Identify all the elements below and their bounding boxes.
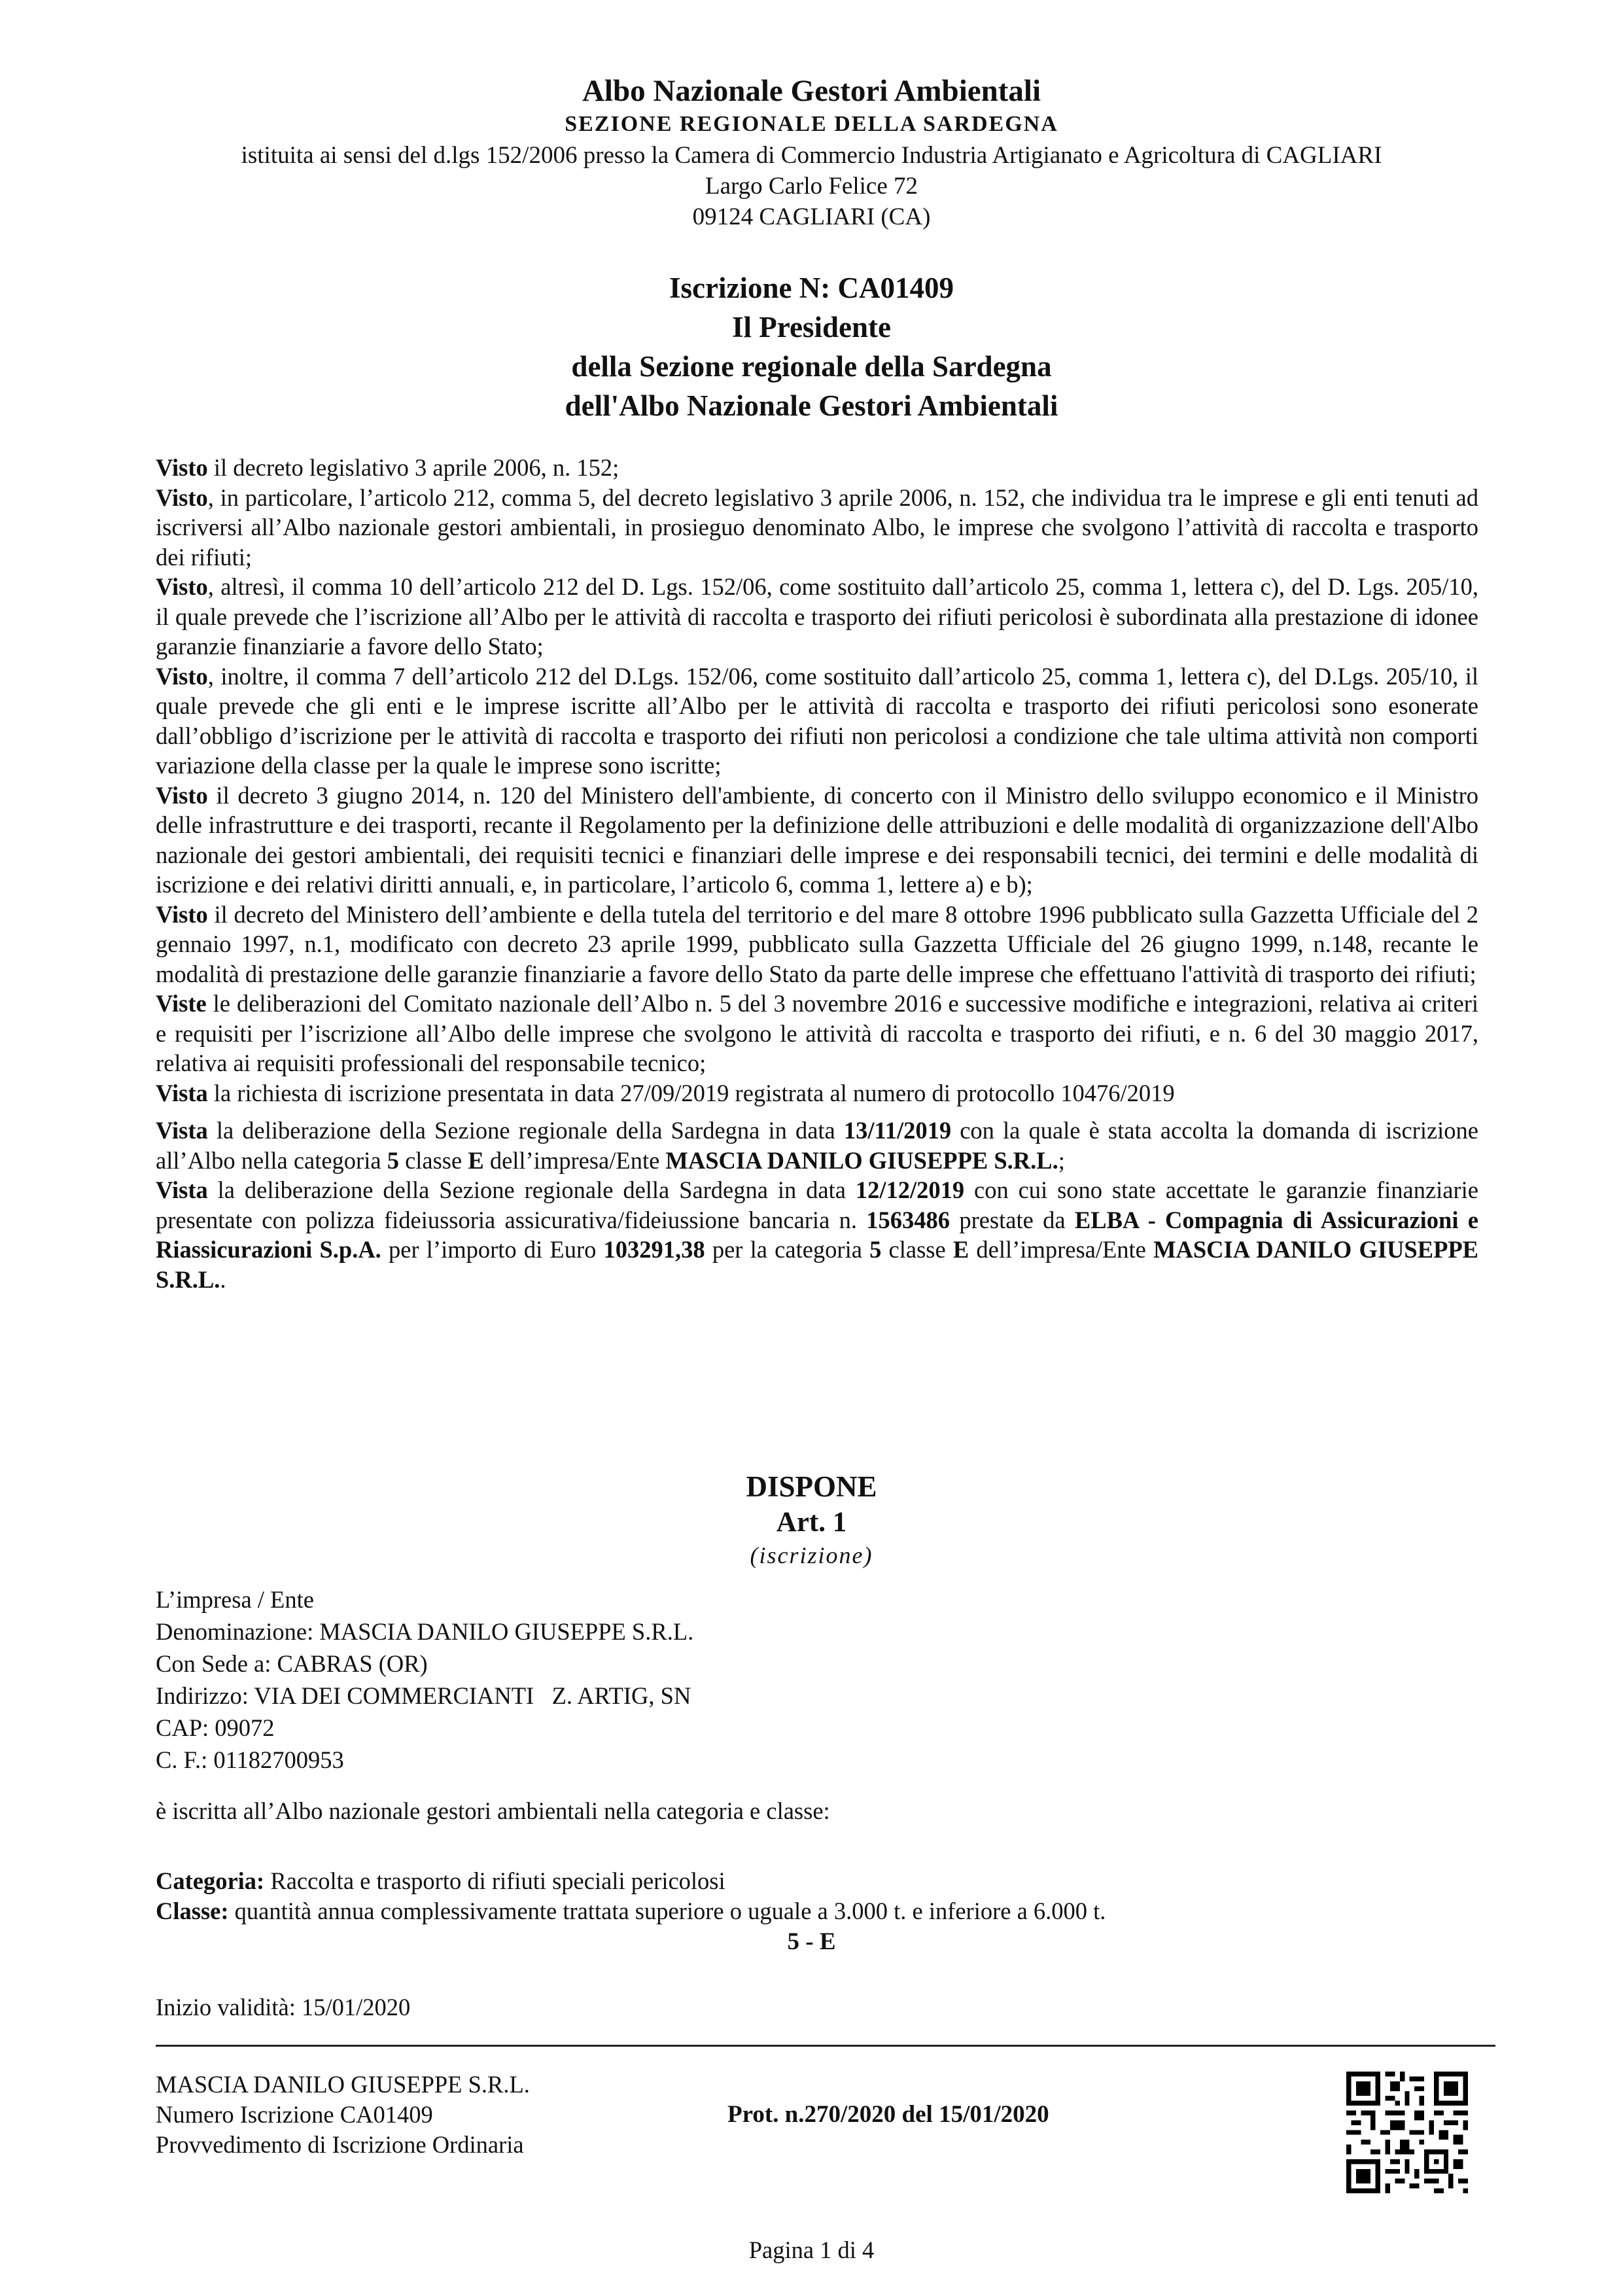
- premise-text: classe: [398, 1146, 468, 1174]
- premise-lead: Visto: [156, 454, 208, 481]
- premise-text: per l’importo di Euro: [381, 1236, 604, 1263]
- premise-lead: Visto: [156, 573, 208, 600]
- category-value: 5: [387, 1146, 399, 1174]
- premise-paragraph: [156, 453, 1478, 483]
- premise-text: .: [220, 1265, 226, 1293]
- category-value: 5: [869, 1236, 882, 1263]
- company-denomination: Denominazione: MASCIA DANILO GIUSEPPE S.R.L.: [156, 1618, 694, 1645]
- premise-text: ;: [1058, 1146, 1065, 1174]
- premise-text: , altresì, il comma 10 dell’articolo 212 del D. Lgs. 152/06, come sostituito dall’articolo 25, comma 1, lettera c), del D. Lgs. 205/10, il quale prevede che l’iscrizione all’Albo per le attività di raccolta e trasporto dei rifiuti pericolosi è subordinata alla prestazione di idonee garanzie finanziarie a favore dello Stato;: [156, 573, 1478, 660]
- premise-paragraph: [156, 900, 1478, 989]
- premise-lead: Visto: [156, 900, 208, 928]
- company-type: L’impresa / Ente: [156, 1586, 314, 1613]
- article-title: Art. 1: [776, 1507, 847, 1538]
- premise-text: dell’impresa/Ente: [483, 1146, 666, 1174]
- premises-body: [156, 453, 1478, 1294]
- insurer-name: ELBA - Compagnia di Assicurazioni e Riassicurazioni S.p.A.: [156, 1206, 1478, 1263]
- company-name: MASCIA DANILO GIUSEPPE S.R.L.: [665, 1146, 1058, 1174]
- category-description: Raccolta e trasporto di rifiuti speciali pericolosi: [264, 1867, 725, 1894]
- premise-text: la deliberazione della Sezione regionale della Sardegna in data: [207, 1117, 844, 1144]
- guarantee-amount: 103291,38: [603, 1236, 705, 1263]
- class-label: Classe:: [156, 1898, 229, 1924]
- company-address: Indirizzo: VIA DEI COMMERCIANTI Z. ARTIG, SN: [156, 1682, 691, 1709]
- premise-text: la richiesta di iscrizione presentata in data 27/09/2019 registrata al numero di protocollo 10476/2019: [207, 1079, 1175, 1106]
- page-number: Pagina 1 di 4: [748, 2236, 875, 2263]
- premise-lead: Visto: [156, 781, 208, 809]
- premise-lead: Vista: [156, 1176, 208, 1203]
- premise-text: la deliberazione della Sezione regionale della Sardegna in data: [207, 1176, 856, 1203]
- premise-text: per la categoria: [705, 1236, 870, 1263]
- istituita-line: istituita ai sensi del d.lgs 152/2006 presso la Camera di Commercio Industria Artigianato e Agricoltura di CAGLIARI: [241, 142, 1382, 169]
- premise-text: le deliberazioni del Comitato nazionale dell’Albo n. 5 del 3 novembre 2016 e successive modifiche e integrazioni, relativa ai criteri e requisiti per l’iscrizione all’Albo delle imprese che svolgono le attività di raccolta e trasporto dei rifiuti, e n. 6 del 30 maggio 2017, relativa ai requisiti professionali del responsabile tecnico;: [156, 990, 1478, 1076]
- registration-number: Iscrizione N: CA01409: [669, 272, 954, 304]
- category-block: [156, 1866, 1106, 1926]
- article-subtitle: (iscrizione): [750, 1542, 873, 1568]
- premise-paragraph: [156, 989, 1478, 1078]
- premise-text: prestate da: [950, 1206, 1075, 1233]
- class-value: E: [468, 1146, 484, 1174]
- premise-text: , in particolare, l’articolo 212, comma 5, del decreto legislativo 3 aprile 2006, n. 152, che individua tra le imprese e gli enti tenuti ad iscriversi all’Albo nazionale gestori ambientali, in prosieguo denominato Albo, le imprese che svolgono l’attività di raccolta e trasporto dei rifiuti;: [156, 484, 1478, 571]
- company-seat: Con Sede a: CABRAS (OR): [156, 1650, 428, 1677]
- premise-text: , inoltre, il comma 7 dell’articolo 212 del D.Lgs. 152/06, come sostituito dall’articolo 25, comma 1, lettera c), del D.Lgs. 205/10, il quale prevede che gli enti e le imprese iscritte all’Albo per le attività di raccolta e trasporto dei rifiuti pericolosi sono esonerate dall’obbligo d’iscrizione per le attività di raccolta e trasporto dei rifiuti non pericolosi a condizione che tale ultima attività non comporti variazione della classe per la quale le imprese sono iscritte;: [156, 662, 1478, 779]
- premise-paragraph: [156, 662, 1478, 781]
- premise-paragraph: [156, 483, 1478, 573]
- premise-text: con cui sono state accettate le garanzie finanziarie presentate con polizza fideiussoria assicurativa/fideiussione bancaria n.: [156, 1176, 1478, 1233]
- deliberation-date: 12/12/2019: [855, 1176, 965, 1203]
- company-details: [156, 1583, 693, 1776]
- company-name: MASCIA DANILO GIUSEPPE S.R.L.: [156, 1236, 1478, 1293]
- deliberation-paragraph: [156, 1116, 1478, 1175]
- premise-text: il decreto legislativo 3 aprile 2006, n. 152;: [207, 454, 620, 481]
- address-line-2: 09124 CAGLIARI (CA): [692, 203, 931, 230]
- section-name: SEZIONE REGIONALE DELLA SARDEGNA: [565, 112, 1058, 136]
- dispone-title: DISPONE: [746, 1470, 877, 1503]
- footer-info: [156, 2070, 530, 2160]
- premise-lead: Vista: [156, 1117, 208, 1144]
- premise-paragraph: [156, 572, 1478, 662]
- qr-code-icon: [1346, 2072, 1468, 2193]
- footer-provision-type: Provvedimento di Iscrizione Ordinaria: [156, 2131, 524, 2158]
- protocol-number: Prot. n.270/2020 del 15/01/2020: [727, 2101, 1049, 2128]
- premise-paragraph: [156, 781, 1478, 900]
- company-fiscal-code: C. F.: 01182700953: [156, 1746, 344, 1773]
- albo-title: dell'Albo Nazionale Gestori Ambientali: [565, 389, 1058, 422]
- org-name: Albo Nazionale Gestori Ambientali: [582, 74, 1041, 108]
- policy-number: 1563486: [866, 1206, 951, 1233]
- premise-lead: Visto: [156, 484, 208, 511]
- class-description: quantità annua complessivamente trattata superiore o uguale a 3.000 t. e inferiore a 6.000 t.: [228, 1898, 1106, 1924]
- footer-divider: [156, 2045, 1495, 2047]
- category-class-code: 5 - E: [787, 1928, 836, 1955]
- section-title: della Sezione regionale della Sardegna: [571, 350, 1052, 383]
- president-title: Il Presidente: [732, 311, 891, 344]
- premise-text: classe: [881, 1236, 953, 1263]
- validity-start: Inizio validità: 15/01/2020: [156, 1994, 411, 2021]
- category-label: Categoria:: [156, 1867, 265, 1894]
- guarantee-paragraph: [156, 1175, 1478, 1294]
- address-line-1: Largo Carlo Felice 72: [705, 173, 918, 200]
- footer-company: MASCIA DANILO GIUSEPPE S.R.L.: [156, 2071, 530, 2098]
- premise-text: dell’impresa/Ente: [969, 1236, 1154, 1263]
- class-value: E: [952, 1236, 969, 1263]
- premise-paragraph: [156, 1078, 1478, 1108]
- deliberation-date: 13/11/2019: [843, 1117, 952, 1144]
- category-line: [156, 1866, 1106, 1896]
- title-block: [0, 268, 1623, 425]
- footer-registration-number: Numero Iscrizione CA01409: [156, 2101, 433, 2128]
- premise-text: il decreto del Ministero dell’ambiente e della tutela del territorio e del mare 8 ottobre 1996 pubblicato sulla Gazzetta Ufficiale del 2 gennaio 1997, n.1, modificato con decreto 23 aprile 1999, pubblicato sulla Gazzetta Ufficiale del 26 giugno 1999, n.148, recante le modalità di prestazione delle garanzie finanziarie a favore dello Stato da parte delle imprese che effettuano l'attività di trasporto dei rifiuti;: [156, 900, 1478, 987]
- dispone-block: [0, 1468, 1623, 1570]
- premise-text: il decreto 3 giugno 2014, n. 120 del Ministero dell'ambiente, di concerto con il Ministro dello sviluppo economico e il Ministro delle infrastrutture e dei trasporti, recante il Regolamento per la definizione delle attribuzioni e delle modalità di organizzazione dell'Albo nazionale dei gestori ambientali, dei requisiti tecnici e finanziari delle imprese e dei responsabili tecnici, dei termini e delle modalità di iscrizione e dei relativi diritti annuali, e, in particolare, l’articolo 6, comma 1, lettere a) e b);: [156, 781, 1478, 898]
- registration-statement: è iscritta all’Albo nazionale gestori ambientali nella categoria e classe:: [156, 1797, 830, 1824]
- premise-lead: Visto: [156, 662, 208, 690]
- premise-lead: Viste: [156, 990, 207, 1017]
- document-header: [0, 73, 1623, 232]
- premise-text: con la quale è stata accolta la domanda di iscrizione all’Albo nella categoria: [156, 1117, 1478, 1174]
- company-cap: CAP: 09072: [156, 1714, 275, 1741]
- premise-lead: Vista: [156, 1079, 208, 1106]
- class-line: [156, 1896, 1106, 1926]
